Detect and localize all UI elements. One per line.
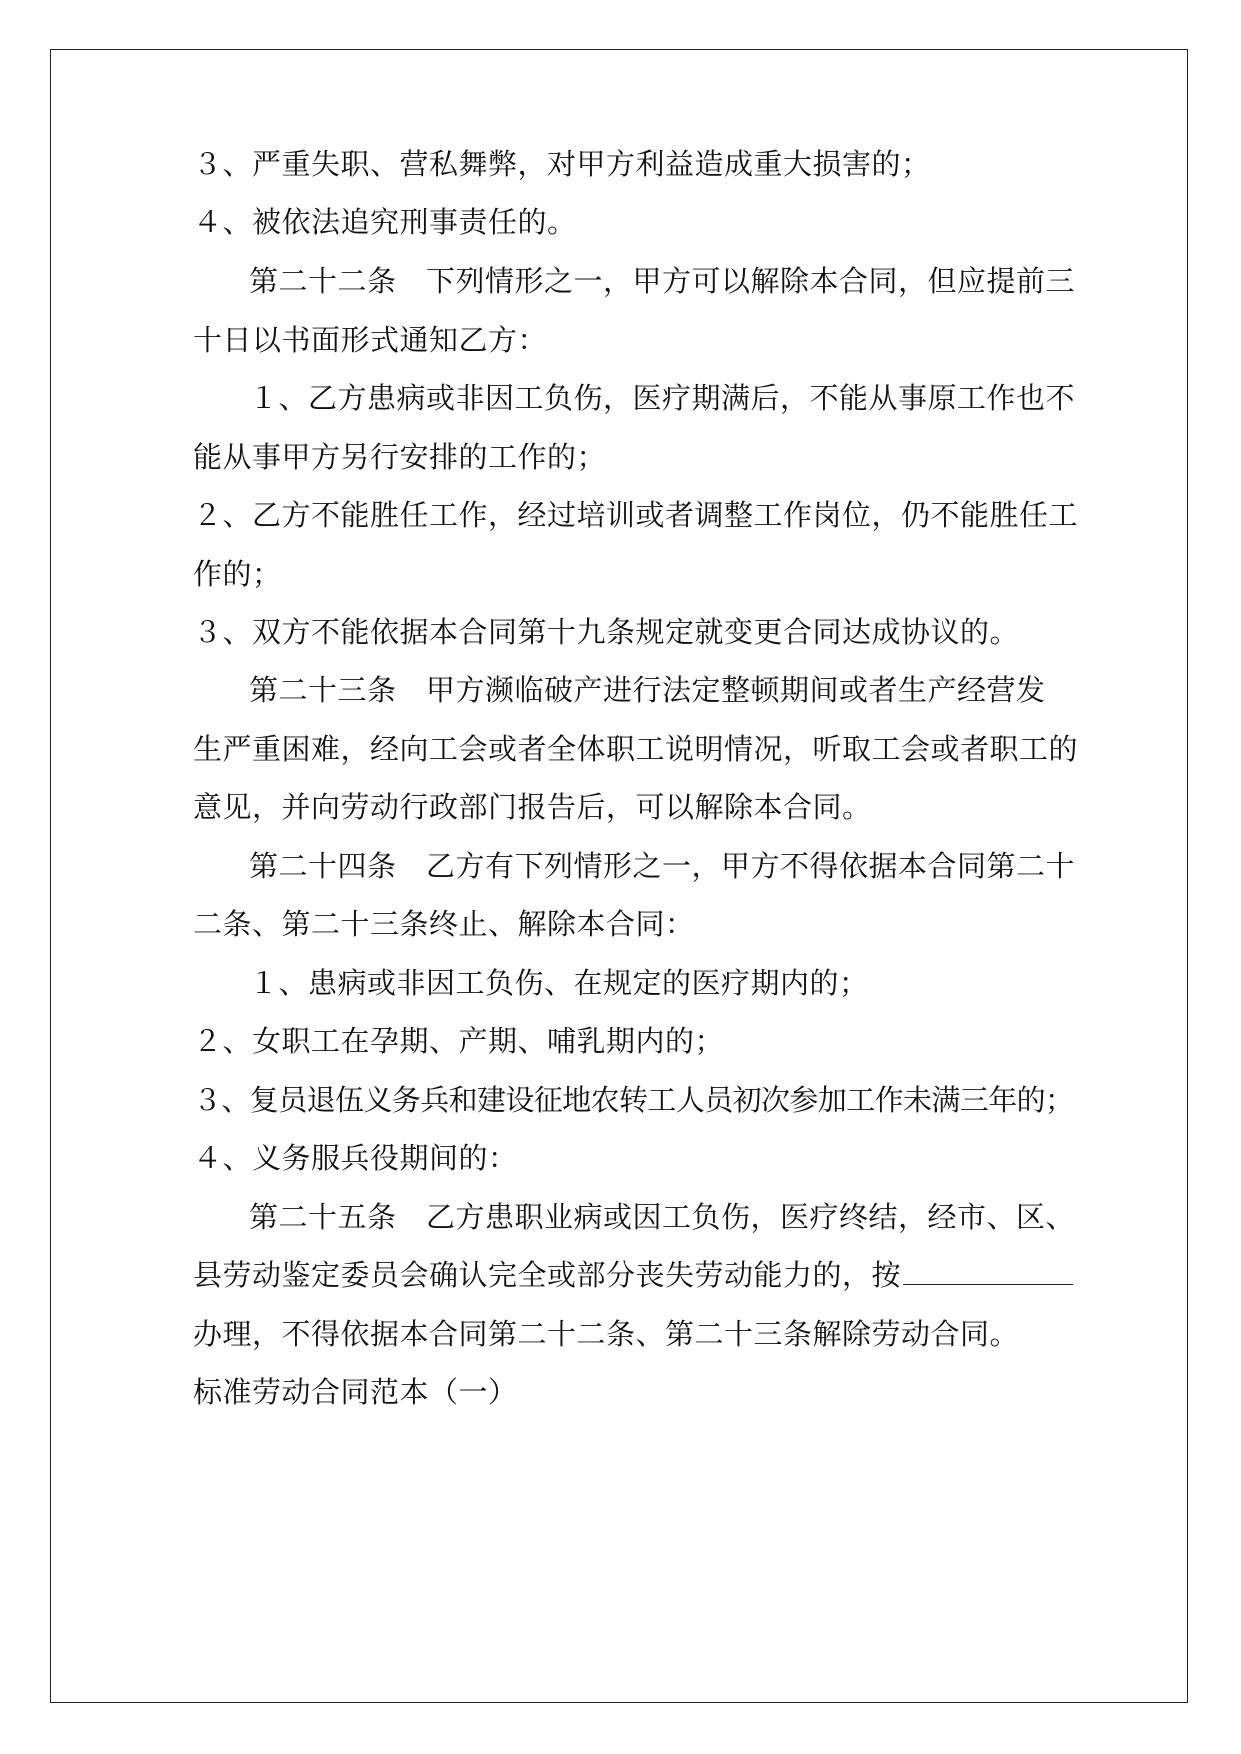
article-25-line-2 xyxy=(193,1255,1073,1295)
article-24-item-2: ２、女职工在孕期、产期、哺乳期内的； xyxy=(193,1024,725,1058)
article-22-item-2-line-1: ２、乙方不能胜任工作，经过培训或者调整工作岗位，仍不能胜任工 xyxy=(193,498,1079,532)
clause-item-3-serious-negligence: ３、严重失职、营私舞弊，对甲方利益造成重大损害的； xyxy=(193,147,931,181)
article-25-line-1: 第二十五条 乙方患职业病或因工负伤，医疗终结，经市、区、 xyxy=(249,1200,1076,1234)
article-22-item-1-line-1: １、乙方患病或非因工负伤，医疗期满后，不能从事原工作也不 xyxy=(249,381,1076,415)
article-22-line-1: 第二十二条 下列情形之一，甲方可以解除本合同，但应提前三 xyxy=(249,264,1076,298)
article-24-item-1: １、患病或非因工负伤、在规定的医疗期内的； xyxy=(249,966,869,1000)
article-23-line-1: 第二十三条 甲方濒临破产进行法定整顿期间或者生产经营发 xyxy=(249,673,1046,707)
fill-in-blank xyxy=(903,1256,1073,1285)
article-22-item-1-line-2: 能从事甲方另行安排的工作的； xyxy=(193,440,607,474)
article-25-line-2-text: 县劳动鉴定委员会确认完全或部分丧失劳动能力的，按 xyxy=(193,1258,902,1292)
article-23-line-3: 意见，并向劳动行政部门报告后，可以解除本合同。 xyxy=(193,790,872,824)
article-25-line-3: 办理，不得依据本合同第二十二条、第二十三条解除劳动合同。 xyxy=(193,1317,1020,1351)
article-24-line-1: 第二十四条 乙方有下列情形之一，甲方不得依据本合同第二十 xyxy=(249,849,1076,883)
article-24-item-4: ４、义务服兵役期间的： xyxy=(193,1141,518,1175)
clause-item-4-criminal-liability: ４、被依法追究刑事责任的。 xyxy=(193,205,577,239)
document-section-title: 标准劳动合同范本（一） xyxy=(193,1375,518,1409)
article-22-item-2-line-2: 作的； xyxy=(193,557,282,591)
article-22-item-3: ３、双方不能依据本合同第十九条规定就变更合同达成协议的。 xyxy=(193,615,1020,649)
article-23-line-2: 生严重困难，经向工会或者全体职工说明情况，听取工会或者职工的 xyxy=(193,732,1079,766)
article-22-line-2: 十日以书面形式通知乙方： xyxy=(193,323,548,357)
article-24-item-3: ３、复员退伍义务兵和建设征地农转工人员初次参加工作未满三年的； xyxy=(193,1083,1074,1117)
article-24-line-2: 二条、第二十三条终止、解除本合同： xyxy=(193,907,695,941)
